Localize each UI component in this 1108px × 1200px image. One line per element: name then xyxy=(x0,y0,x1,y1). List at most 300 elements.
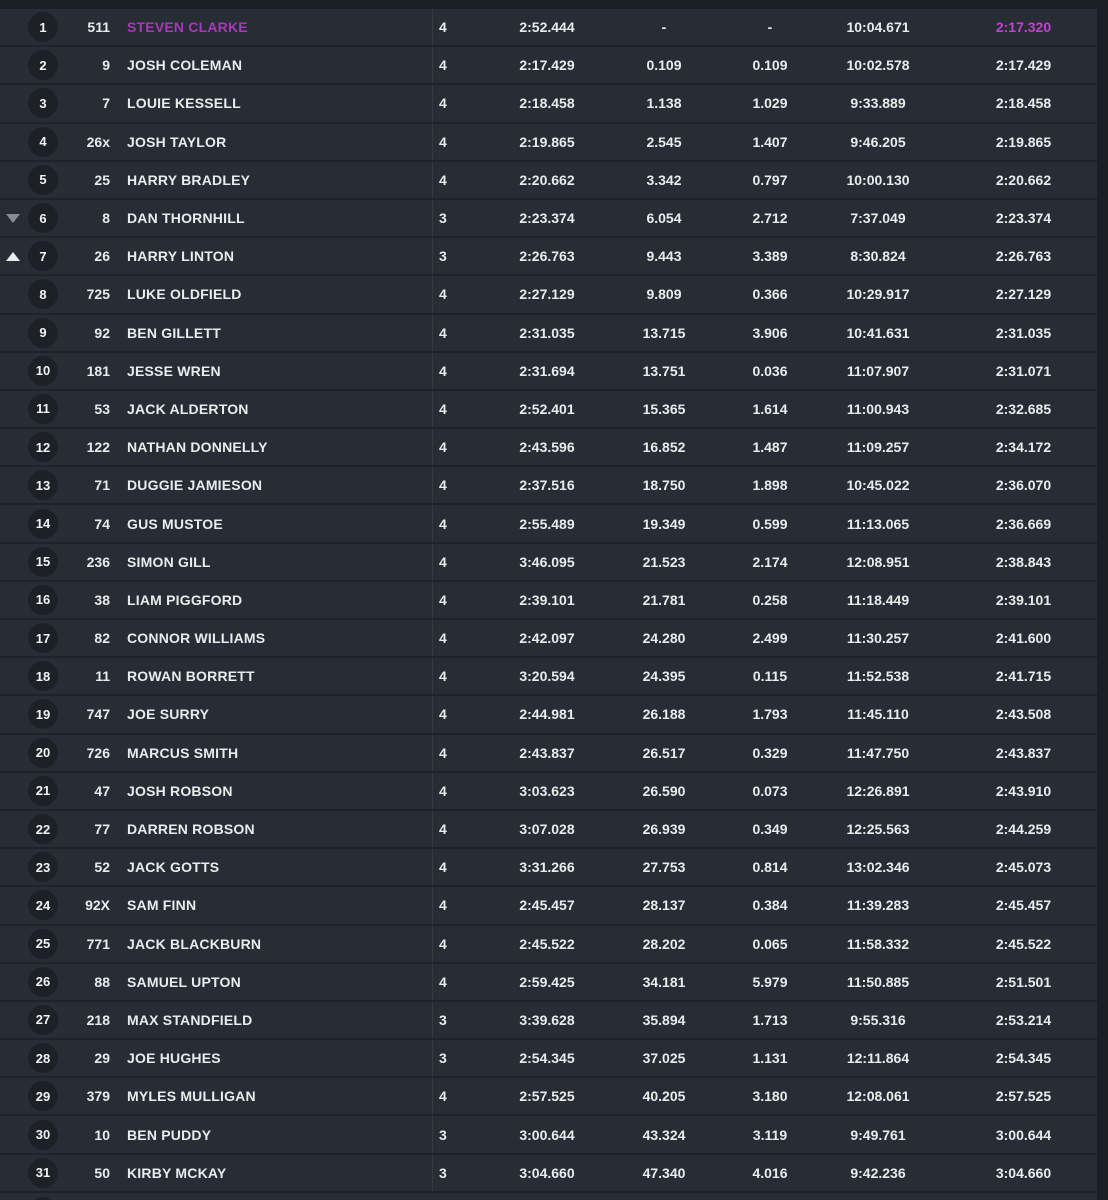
driver-name: MYLES MULLIGAN xyxy=(127,1088,256,1105)
driver-name: ROWAN BORRETT xyxy=(127,668,255,685)
driver-name: JESSE WREN xyxy=(127,362,221,379)
last-lap-time: 2:31.035 xyxy=(519,324,575,341)
table-row[interactable] xyxy=(0,391,1097,429)
interval-to-next: 1.898 xyxy=(752,477,788,494)
total-time: 9:49.761 xyxy=(850,1126,906,1143)
race-number: 52 xyxy=(94,859,110,876)
total-time: 9:42.236 xyxy=(850,1164,906,1181)
table-row[interactable] xyxy=(0,926,1097,964)
best-lap-time: 2:43.910 xyxy=(995,782,1052,799)
gap-to-leader: 26.939 xyxy=(642,821,686,838)
last-lap-time: 2:20.662 xyxy=(519,171,575,188)
best-lap-time: 2:57.525 xyxy=(995,1088,1052,1105)
race-number: 82 xyxy=(94,630,110,647)
position-badge: 5 xyxy=(28,165,58,195)
gap-to-leader: 15.365 xyxy=(642,400,686,417)
position-badge: 3 xyxy=(28,88,58,118)
total-time: 8:30.824 xyxy=(850,248,906,265)
table-row[interactable] xyxy=(0,276,1097,314)
best-lap-time: 3:04.660 xyxy=(995,1164,1052,1181)
gap-to-leader: 26.517 xyxy=(642,744,686,761)
interval-to-next: 0.036 xyxy=(752,362,788,379)
last-lap-time: 2:18.458 xyxy=(519,95,575,112)
total-time: 10:45.022 xyxy=(846,477,910,494)
total-time: 11:58.332 xyxy=(846,935,910,952)
table-row[interactable] xyxy=(0,1155,1097,1193)
position-up-icon xyxy=(6,252,20,261)
last-lap-time: 2:55.489 xyxy=(519,515,575,532)
interval-to-next: 3.119 xyxy=(752,1126,788,1143)
position-badge: 20 xyxy=(28,738,58,768)
driver-name: JACK GOTTS xyxy=(127,859,220,876)
race-number: 74 xyxy=(94,515,110,532)
race-number: 47 xyxy=(94,782,110,799)
gap-to-leader: 16.852 xyxy=(642,439,686,456)
gap-to-leader: 9.809 xyxy=(646,286,682,303)
interval-to-next: 1.487 xyxy=(752,439,788,456)
position-badge: 23 xyxy=(28,852,58,882)
best-lap-time: 2:43.508 xyxy=(995,706,1052,723)
best-lap-time: 2:44.259 xyxy=(995,821,1052,838)
best-lap-time: 2:38.843 xyxy=(995,553,1052,570)
race-number: 218 xyxy=(86,1011,110,1028)
laps-count: 4 xyxy=(432,620,500,656)
position-down-icon xyxy=(6,214,20,223)
laps-count: 4 xyxy=(432,926,500,962)
best-lap-time: 2:53.214 xyxy=(995,1011,1052,1028)
laps-count: 3 xyxy=(432,1155,500,1191)
gap-to-leader: 47.340 xyxy=(642,1164,686,1181)
best-lap-time: 2:20.662 xyxy=(995,171,1052,188)
table-row[interactable] xyxy=(0,887,1097,925)
gap-to-leader: 35.894 xyxy=(642,1011,686,1028)
laps-count: 4 xyxy=(432,544,500,580)
table-row[interactable] xyxy=(0,773,1097,811)
laps-count: 4 xyxy=(432,773,500,809)
laps-count: 3 xyxy=(432,238,500,274)
race-number: 71 xyxy=(94,477,110,494)
position-badge: 22 xyxy=(28,814,58,844)
laps-count: 3 xyxy=(432,200,500,236)
table-row[interactable] xyxy=(0,315,1097,353)
laps-count: 4 xyxy=(432,887,500,923)
gap-to-leader: 13.715 xyxy=(642,324,686,341)
race-number: 181 xyxy=(86,362,110,379)
driver-name: LUKE OLDFIELD xyxy=(127,286,242,303)
best-lap-time: 2:17.429 xyxy=(995,57,1052,74)
position-badge xyxy=(28,1197,58,1200)
gap-to-leader: 6.054 xyxy=(646,210,682,227)
laps-count: 4 xyxy=(432,467,500,503)
best-lap-time: 2:39.101 xyxy=(995,591,1052,608)
leaderboard-table xyxy=(0,9,1097,1200)
laps-count: 4 xyxy=(432,582,500,618)
interval-to-next: 2.712 xyxy=(752,210,788,227)
race-number: 53 xyxy=(94,400,110,417)
last-lap-time: 2:27.129 xyxy=(519,286,575,303)
last-lap-time: 2:31.694 xyxy=(519,362,575,379)
interval-to-next: 0.115 xyxy=(752,668,788,685)
driver-name: LOUIE KESSELL xyxy=(127,95,241,112)
last-lap-time: 2:43.596 xyxy=(519,439,575,456)
position-badge: 25 xyxy=(28,929,58,959)
gap-to-leader: 43.324 xyxy=(642,1126,686,1143)
total-time: 12:25.563 xyxy=(846,821,910,838)
best-lap-time: 2:43.837 xyxy=(995,744,1052,761)
interval-to-next: 0.384 xyxy=(752,897,788,914)
total-time: 11:30.257 xyxy=(846,630,910,647)
total-time: 12:08.061 xyxy=(846,1088,910,1105)
driver-name: KIRBY MCKAY xyxy=(127,1164,227,1181)
interval-to-next: - xyxy=(767,19,773,36)
total-time: 11:07.907 xyxy=(846,362,910,379)
gap-to-leader: 24.280 xyxy=(642,630,686,647)
driver-name: NATHAN DONNELLY xyxy=(127,439,268,456)
gap-to-leader: - xyxy=(661,19,667,36)
laps-count: 3 xyxy=(432,1116,500,1152)
last-lap-time: 3:39.628 xyxy=(519,1011,575,1028)
position-badge: 9 xyxy=(28,318,58,348)
interval-to-next: 0.109 xyxy=(752,57,788,74)
total-time: 11:45.110 xyxy=(847,706,909,723)
last-lap-time: 3:46.095 xyxy=(519,553,575,570)
position-badge: 19 xyxy=(28,699,58,729)
last-lap-time: 2:43.837 xyxy=(519,744,575,761)
interval-to-next: 1.407 xyxy=(752,133,788,150)
table-row[interactable] xyxy=(0,200,1097,238)
last-lap-time: 2:45.457 xyxy=(519,897,575,914)
laps-count: 4 xyxy=(432,9,500,45)
total-time: 9:33.889 xyxy=(850,95,906,112)
table-row[interactable] xyxy=(0,85,1097,123)
driver-name: SAMUEL UPTON xyxy=(127,973,241,990)
driver-name: JACK ALDERTON xyxy=(127,400,249,417)
race-number: 7 xyxy=(102,95,110,112)
total-time: 11:09.257 xyxy=(846,439,910,456)
position-badge: 26 xyxy=(28,967,58,997)
gap-to-leader: 3.342 xyxy=(646,171,682,188)
table-row[interactable] xyxy=(0,964,1097,1002)
table-row[interactable] xyxy=(0,544,1097,582)
interval-to-next: 2.499 xyxy=(752,630,788,647)
gap-to-leader: 21.781 xyxy=(642,591,686,608)
interval-to-next: 0.329 xyxy=(752,744,788,761)
best-lap-time: 2:18.458 xyxy=(995,95,1052,112)
driver-name: MARCUS SMITH xyxy=(127,744,239,761)
race-number: 92 xyxy=(94,324,110,341)
best-lap-time: 2:26.763 xyxy=(995,248,1052,265)
race-number: 725 xyxy=(86,286,110,303)
race-number: 77 xyxy=(94,821,110,838)
gap-to-leader: 26.188 xyxy=(642,706,686,723)
interval-to-next: 1.029 xyxy=(752,95,788,112)
best-lap-time: 2:19.865 xyxy=(995,133,1052,150)
total-time: 10:00.130 xyxy=(846,171,910,188)
last-lap-time: 3:20.594 xyxy=(519,668,575,685)
total-time: 11:47.750 xyxy=(846,744,910,761)
table-row[interactable] xyxy=(0,696,1097,734)
position-badge: 16 xyxy=(28,585,58,615)
best-lap-time: 2:51.501 xyxy=(995,973,1052,990)
total-time: 11:18.449 xyxy=(846,591,910,608)
best-lap-time: 2:31.035 xyxy=(995,324,1052,341)
interval-to-next: 3.389 xyxy=(752,248,788,265)
race-number: 10 xyxy=(94,1126,110,1143)
gap-to-leader: 9.443 xyxy=(646,248,682,265)
driver-name: DAN THORNHILL xyxy=(127,210,245,227)
position-badge: 12 xyxy=(28,432,58,462)
best-lap-time: 2:23.374 xyxy=(995,210,1052,227)
interval-to-next: 2.174 xyxy=(752,553,788,570)
last-lap-time: 2:52.401 xyxy=(519,400,575,417)
laps-count: 4 xyxy=(432,964,500,1000)
table-row[interactable] xyxy=(0,124,1097,162)
driver-name: BEN GILLETT xyxy=(127,324,221,341)
best-lap-time: 2:41.715 xyxy=(995,668,1052,685)
total-time: 10:29.917 xyxy=(846,286,910,303)
best-lap-time: 2:31.071 xyxy=(995,362,1052,379)
laps-count: 4 xyxy=(432,696,500,732)
gap-to-leader: 40.205 xyxy=(642,1088,686,1105)
gap-to-leader: 19.349 xyxy=(642,515,686,532)
driver-name: CONNOR WILLIAMS xyxy=(127,630,266,647)
gap-to-leader: 2.545 xyxy=(646,133,682,150)
total-time: 12:08.951 xyxy=(846,553,910,570)
last-lap-time: 3:31.266 xyxy=(519,859,575,876)
laps-count: 4 xyxy=(432,391,500,427)
total-time: 10:04.671 xyxy=(846,19,910,36)
position-badge: 28 xyxy=(28,1043,58,1073)
total-time: 12:11.864 xyxy=(846,1050,910,1067)
driver-name: BEN PUDDY xyxy=(127,1126,212,1143)
partial-next-row xyxy=(0,1193,1097,1200)
interval-to-next: 0.814 xyxy=(752,859,788,876)
best-lap-time: 3:00.644 xyxy=(995,1126,1052,1143)
position-badge: 21 xyxy=(28,776,58,806)
gap-to-leader: 1.138 xyxy=(646,95,682,112)
race-number: 8 xyxy=(102,210,110,227)
race-number: 726 xyxy=(86,744,110,761)
table-row[interactable] xyxy=(0,658,1097,696)
last-lap-time: 2:19.865 xyxy=(519,133,575,150)
last-lap-time: 2:45.522 xyxy=(519,935,575,952)
laps-count: 4 xyxy=(432,353,500,389)
total-time: 9:46.205 xyxy=(850,133,906,150)
total-time: 12:26.891 xyxy=(846,782,910,799)
position-badge: 4 xyxy=(28,127,58,157)
table-row[interactable] xyxy=(0,238,1097,276)
interval-to-next: 1.131 xyxy=(752,1050,788,1067)
driver-name: JOSH TAYLOR xyxy=(127,133,227,150)
interval-to-next: 0.797 xyxy=(752,171,788,188)
driver-name: SAM FINN xyxy=(127,897,197,914)
best-lap-time: 2:45.457 xyxy=(995,897,1052,914)
table-row[interactable] xyxy=(0,505,1097,543)
total-time: 9:55.316 xyxy=(850,1011,906,1028)
laps-count: 4 xyxy=(432,849,500,885)
race-number: 26 xyxy=(94,248,110,265)
last-lap-time: 2:17.429 xyxy=(519,57,575,74)
best-lap-time: 2:54.345 xyxy=(995,1050,1052,1067)
driver-name: STEVEN CLARKE xyxy=(127,19,248,36)
last-lap-time: 3:03.623 xyxy=(519,782,575,799)
race-number: 9 xyxy=(102,57,110,74)
best-lap-time: 2:36.669 xyxy=(995,515,1052,532)
race-number: 26x xyxy=(86,133,110,150)
total-time: 11:13.065 xyxy=(846,515,910,532)
table-row[interactable] xyxy=(0,582,1097,620)
last-lap-time: 2:42.097 xyxy=(519,630,575,647)
laps-count: 4 xyxy=(432,505,500,541)
interval-to-next: 1.614 xyxy=(752,400,788,417)
laps-count: 4 xyxy=(432,276,500,312)
race-number: 379 xyxy=(86,1088,110,1105)
table-row[interactable] xyxy=(0,9,1097,47)
interval-to-next: 0.073 xyxy=(752,782,788,799)
position-badge: 10 xyxy=(28,356,58,386)
table-row[interactable] xyxy=(0,1078,1097,1116)
last-lap-time: 2:59.425 xyxy=(519,973,575,990)
interval-to-next: 5.979 xyxy=(752,973,788,990)
table-row[interactable] xyxy=(0,162,1097,200)
total-time: 13:02.346 xyxy=(846,859,910,876)
table-row[interactable] xyxy=(0,467,1097,505)
total-time: 11:39.283 xyxy=(846,897,910,914)
race-number: 92X xyxy=(85,897,110,914)
race-number: 29 xyxy=(94,1050,110,1067)
laps-count: 4 xyxy=(432,315,500,351)
gap-to-leader: 37.025 xyxy=(642,1050,686,1067)
last-lap-time: 2:23.374 xyxy=(519,210,575,227)
driver-name: DUGGIE JAMIESON xyxy=(127,477,263,494)
scrollbar-track[interactable] xyxy=(1097,0,1108,1200)
driver-name: HARRY BRADLEY xyxy=(127,171,251,188)
race-number: 11 xyxy=(95,668,110,685)
driver-name: DARREN ROBSON xyxy=(127,821,255,838)
best-lap-time: 2:45.522 xyxy=(995,935,1052,952)
last-lap-time: 3:07.028 xyxy=(519,821,575,838)
race-number: 511 xyxy=(87,19,110,36)
gap-to-leader: 28.137 xyxy=(642,897,686,914)
last-lap-time: 2:44.981 xyxy=(519,706,575,723)
driver-name: JOSH COLEMAN xyxy=(127,57,243,74)
position-badge: 6 xyxy=(28,203,58,233)
best-lap-time: 2:17.320 xyxy=(995,19,1052,36)
last-lap-time: 3:04.660 xyxy=(519,1164,575,1181)
race-number: 88 xyxy=(94,973,110,990)
best-lap-time: 2:32.685 xyxy=(995,400,1052,417)
laps-count: 4 xyxy=(432,735,500,771)
race-number: 236 xyxy=(86,553,110,570)
last-lap-time: 3:00.644 xyxy=(519,1126,575,1143)
driver-name: JACK BLACKBURN xyxy=(127,935,262,952)
gap-to-leader: 18.750 xyxy=(642,477,686,494)
driver-name: JOSH ROBSON xyxy=(127,782,233,799)
position-badge: 15 xyxy=(28,547,58,577)
laps-count: 4 xyxy=(432,47,500,83)
table-row[interactable] xyxy=(0,1040,1097,1078)
position-badge: 7 xyxy=(28,241,58,271)
table-row[interactable] xyxy=(0,1002,1097,1040)
laps-count: 3 xyxy=(432,1002,500,1038)
driver-name: LIAM PIGGFORD xyxy=(127,591,243,608)
position-badge: 14 xyxy=(28,509,58,539)
last-lap-time: 2:57.525 xyxy=(519,1088,575,1105)
last-lap-time: 2:52.444 xyxy=(519,19,575,36)
interval-to-next: 0.599 xyxy=(752,515,788,532)
laps-count: 4 xyxy=(432,658,500,694)
total-time: 10:02.578 xyxy=(846,57,910,74)
race-number: 747 xyxy=(86,706,110,723)
gap-to-leader: 26.590 xyxy=(642,782,686,799)
table-row[interactable] xyxy=(0,1116,1097,1154)
best-lap-time: 2:36.070 xyxy=(995,477,1052,494)
position-badge: 13 xyxy=(28,470,58,500)
best-lap-time: 2:34.172 xyxy=(995,439,1052,456)
total-time: 7:37.049 xyxy=(850,210,906,227)
gap-to-leader: 24.395 xyxy=(642,668,686,685)
race-number: 122 xyxy=(86,439,110,456)
position-badge: 11 xyxy=(28,394,58,424)
table-row[interactable] xyxy=(0,735,1097,773)
gap-to-leader: 28.202 xyxy=(642,935,686,952)
race-number: 771 xyxy=(86,935,110,952)
best-lap-time: 2:27.129 xyxy=(995,286,1052,303)
gap-to-leader: 0.109 xyxy=(646,57,682,74)
interval-to-next: 3.906 xyxy=(752,324,788,341)
table-row[interactable] xyxy=(0,353,1097,391)
driver-name: GUS MUSTOE xyxy=(127,515,223,532)
position-badge: 18 xyxy=(28,661,58,691)
laps-count: 4 xyxy=(432,162,500,198)
last-lap-time: 2:37.516 xyxy=(519,477,575,494)
position-badge: 24 xyxy=(28,890,58,920)
gap-to-leader: 21.523 xyxy=(642,553,686,570)
interval-to-next: 0.366 xyxy=(752,286,788,303)
interval-to-next: 0.349 xyxy=(752,821,788,838)
table-row[interactable] xyxy=(0,811,1097,849)
interval-to-next: 4.016 xyxy=(752,1164,788,1181)
driver-name: JOE HUGHES xyxy=(127,1050,221,1067)
position-badge: 1 xyxy=(28,12,58,42)
gap-to-leader: 27.753 xyxy=(642,859,686,876)
best-lap-time: 2:45.073 xyxy=(995,859,1052,876)
position-badge: 2 xyxy=(28,50,58,80)
position-badge: 17 xyxy=(28,623,58,653)
table-row[interactable] xyxy=(0,47,1097,85)
laps-count: 4 xyxy=(432,811,500,847)
laps-count: 4 xyxy=(432,124,500,160)
last-lap-time: 2:54.345 xyxy=(519,1050,575,1067)
position-badge: 8 xyxy=(28,279,58,309)
position-badge: 31 xyxy=(28,1158,58,1188)
interval-to-next: 3.180 xyxy=(752,1088,788,1105)
total-time: 10:41.631 xyxy=(846,324,910,341)
total-time: 11:52.538 xyxy=(846,668,910,685)
driver-name: JOE SURRY xyxy=(127,706,210,723)
table-row[interactable] xyxy=(0,620,1097,658)
interval-to-next: 1.713 xyxy=(752,1011,788,1028)
last-lap-time: 2:26.763 xyxy=(519,248,575,265)
position-badge: 30 xyxy=(28,1120,58,1150)
race-number: 25 xyxy=(94,171,110,188)
table-row[interactable] xyxy=(0,849,1097,887)
total-time: 11:00.943 xyxy=(846,400,910,417)
laps-count: 4 xyxy=(432,1078,500,1114)
position-badge: 29 xyxy=(28,1081,58,1111)
table-row[interactable] xyxy=(0,429,1097,467)
race-number: 38 xyxy=(94,591,110,608)
